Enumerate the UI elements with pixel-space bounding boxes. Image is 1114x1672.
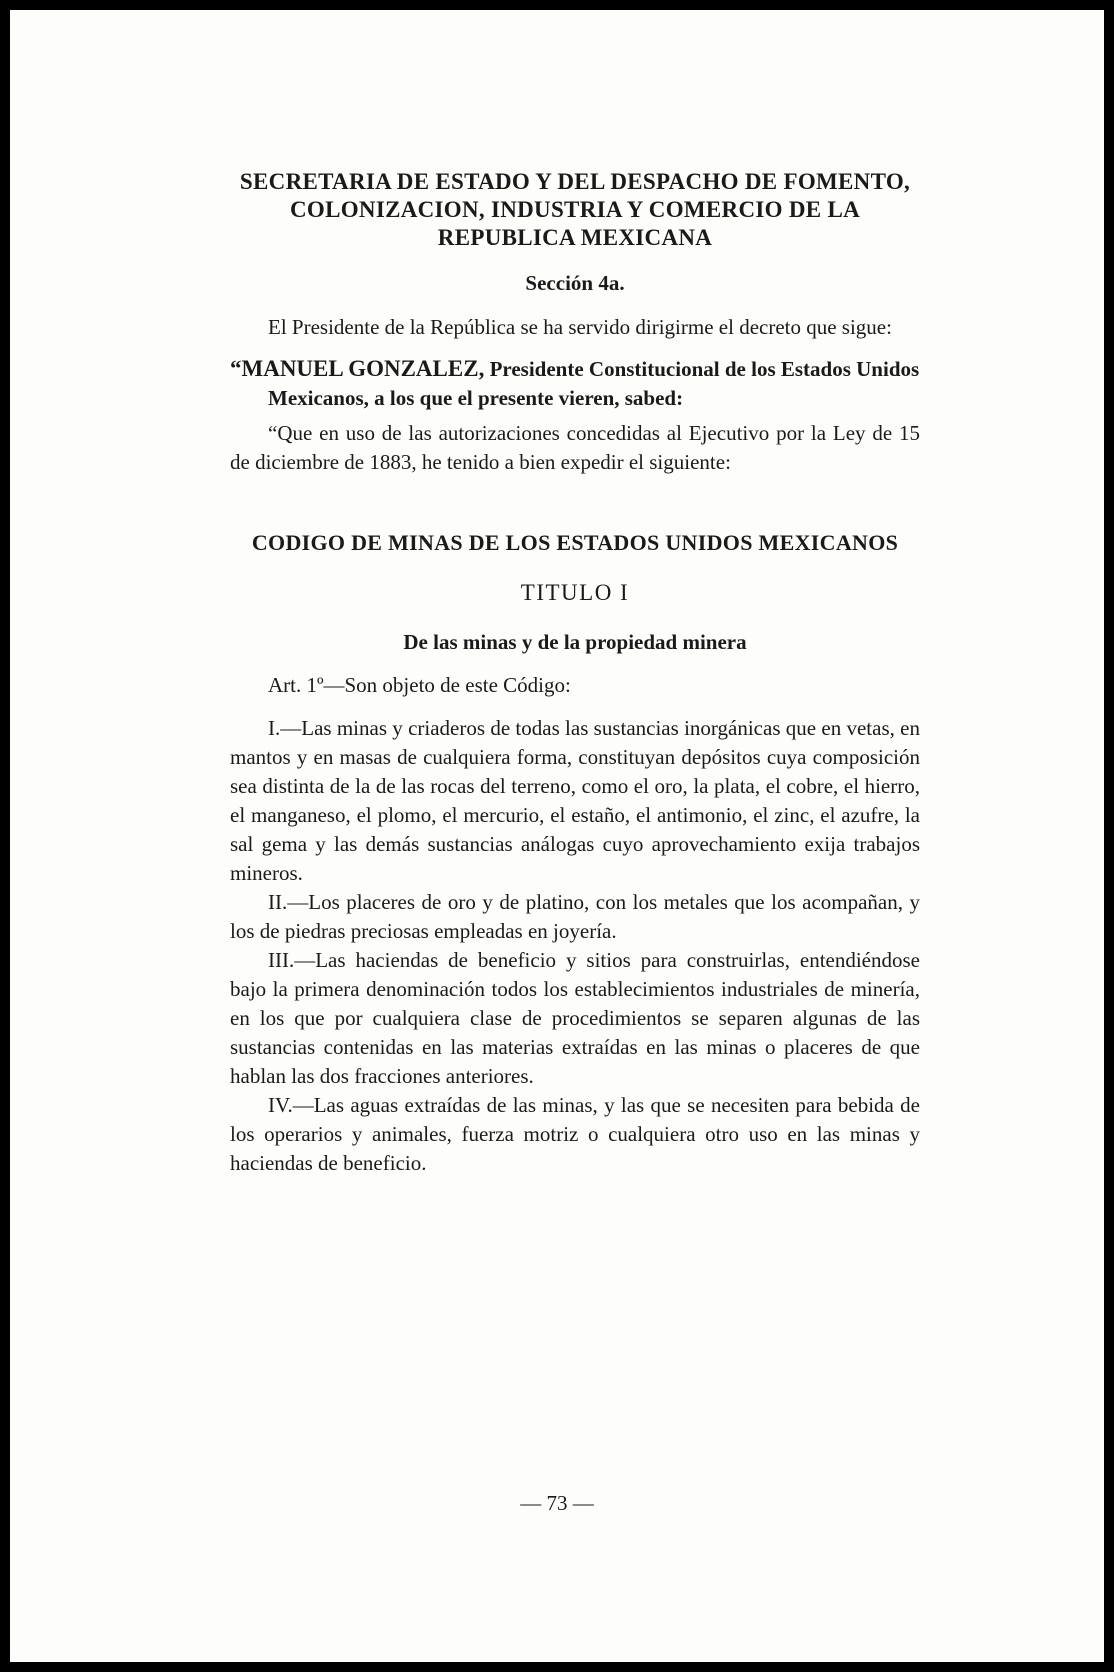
page-content	[230, 168, 920, 1178]
fraction-ii: II.—Los placeres de oro y de platino, con los metales que los acompañan, y los de piedras preciosas empleadas en joyería.	[230, 890, 920, 943]
section-label: Sección 4a.	[525, 271, 625, 295]
titulo-subtitle: De las minas y de la propiedad minera	[403, 630, 747, 654]
intro-paragraph: El Presidente de la República se ha servido dirigirme el decreto que sigue:	[268, 315, 892, 339]
fraction-iii: III.—Las haciendas de beneficio y sitios para construirlas, entendiéndose bajo la primera denominación todos los establecimientos industriales de minería, en los que por cualquiera clase de procedimientos se separen algunas de las sustancias contenidas en las materias extraídas en las minas o placeres de que hablan las dos fracciones anteriores.	[230, 948, 920, 1088]
ministry-heading: SECRETARIA DE ESTADO Y DEL DESPACHO DE FOMENTO, COLONIZACION, INDUSTRIA Y COMERCIO DE LA REPUBLICA MEXICANA	[239, 169, 911, 250]
code-title: CODIGO DE MINAS DE LOS ESTADOS UNIDOS MEXICANOS	[251, 530, 899, 555]
fraction-i: I.—Las minas y criaderos de todas las sustancias inorgánicas que en vetas, en mantos y en masas de cualquiera forma, constituyan depósitos cuya composición sea distinta de la de las rocas del terreno, como el oro, la plata, el cobre, el hierro, el manganeso, el plomo, el mercurio, el estaño, el antimonio, el zinc, el azufre, la sal gema y las demás sustancias análogas cuyo aprovechamiento exija trabajos mineros.	[230, 716, 920, 885]
titulo-heading: TITULO I	[520, 580, 630, 605]
decree-rest: Presidente Constitucional de los Estados Unidos Mexicanos, a los que el presente vieren, sabed:	[268, 357, 920, 410]
document-page	[10, 10, 1104, 1662]
page-number: — 73 —	[520, 1491, 594, 1515]
decree-lead: “MANUEL GONZALEZ,	[230, 356, 485, 381]
article-1: Art. 1º—Son objeto de este Código:	[268, 673, 571, 697]
fraction-iv: IV.—Las aguas extraídas de las minas, y las que se necesiten para bebida de los operarios y animales, fuerza motriz o cualquiera otro uso en las minas y haciendas de beneficio.	[230, 1093, 920, 1175]
decree-heading	[230, 354, 920, 413]
decree-quote: “Que en uso de las autorizaciones concedidas al Ejecutivo por la Ley de 15 de diciembre de 1883, he tenido a bien expedir el siguiente:	[230, 421, 920, 474]
